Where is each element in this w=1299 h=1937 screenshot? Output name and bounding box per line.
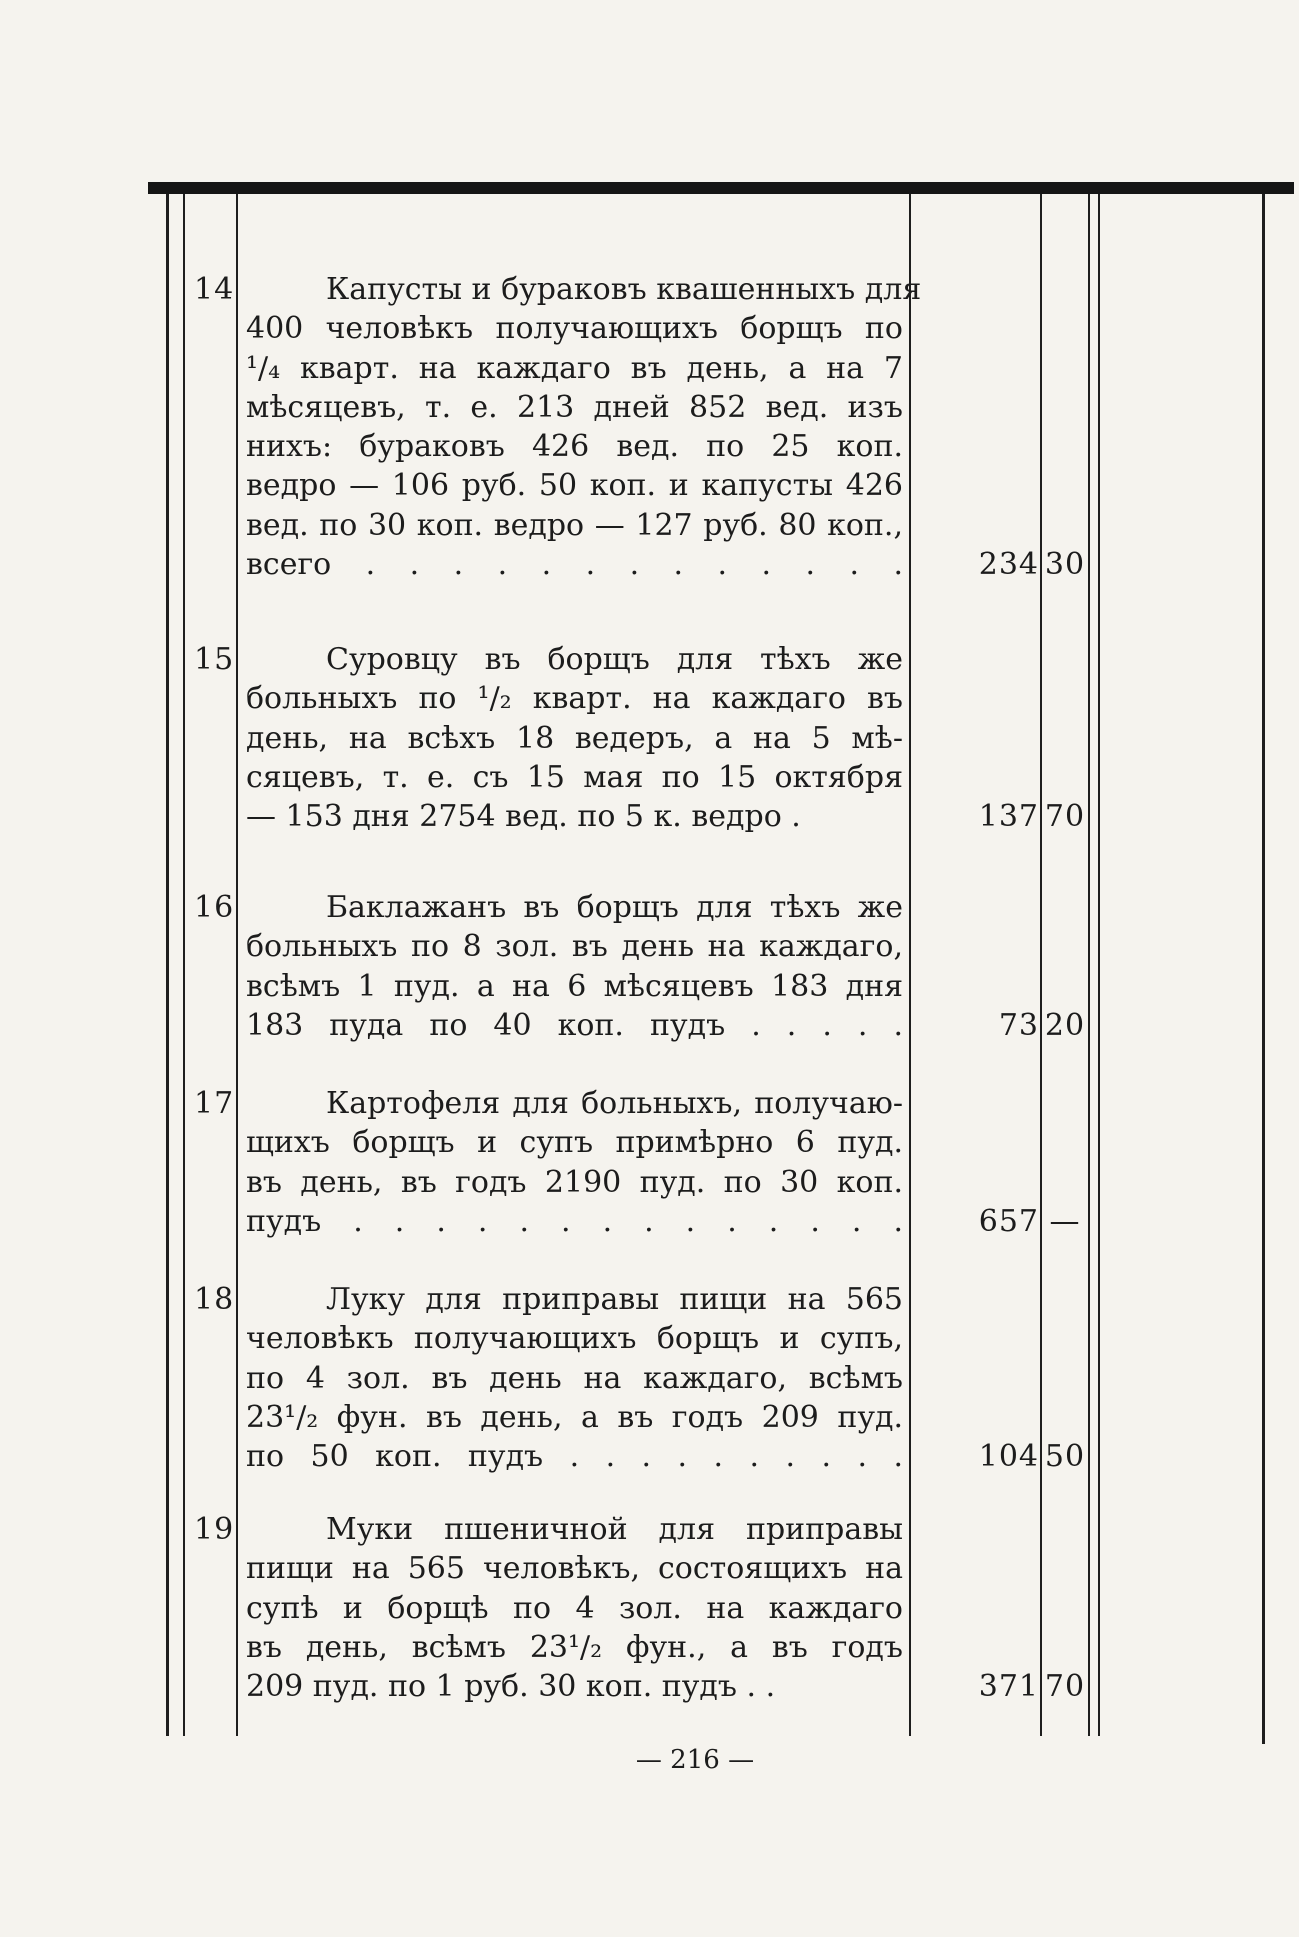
description-line: щихъ борщъ и супъ примѣрно 6 пуд. — [246, 1125, 903, 1161]
description-line: Картофеля для больныхъ, получаю- — [326, 1086, 903, 1121]
page-number: — 216 — — [635, 1745, 755, 1775]
description-line: ведро — 106 руб. 50 коп. и капусты 426 — [246, 468, 903, 504]
kopecks-amount: 70 — [1044, 1669, 1086, 1704]
kopecks-column-line — [1088, 194, 1090, 1736]
description-line: больныхъ по 8 зол. въ день на каждаго, — [246, 929, 903, 965]
rubles-amount: 73 — [998, 1008, 1039, 1043]
description-line: по 4 зол. въ день на каждаго, всѣмъ — [246, 1360, 903, 1396]
kopecks-amount: 20 — [1044, 1008, 1086, 1043]
description-column-line — [909, 194, 911, 1736]
description-line: всѣмъ 1 пуд. а на 6 мѣсяцевъ 183 дня — [246, 968, 903, 1004]
left-border-line-inner — [183, 194, 185, 1736]
description-line: пудъ . . . . . . . . . . . . . . — [246, 1203, 903, 1239]
description-line: Баклажанъ въ борщъ для тѣхъ же — [326, 890, 903, 925]
description-line: мѣсяцевъ, т. е. 213 дней 852 вед. изъ — [246, 389, 903, 425]
rubles-amount: 137 — [978, 799, 1039, 834]
description-line: ¹/₄ кварт. на каждаго въ день, а на 7 — [246, 350, 903, 386]
number-column-line — [236, 194, 238, 1736]
top-rule — [148, 182, 1294, 194]
entry-number: 17 — [194, 1086, 235, 1121]
description-line: Луку для приправы пищи на 565 — [326, 1282, 903, 1317]
description-line: Капусты и бураковъ квашенныхъ для — [326, 272, 922, 307]
entry-description — [246, 270, 922, 584]
kopecks-amount: 30 — [1044, 547, 1086, 582]
kopecks-amount: 70 — [1044, 799, 1086, 834]
kopecks-amount: 50 — [1044, 1439, 1086, 1474]
rubles-amount: 234 — [978, 547, 1039, 582]
entry-description — [246, 1510, 903, 1706]
left-border-line — [166, 194, 169, 1736]
description-line: день, на всѣхъ 18 ведеръ, а на 5 мѣ- — [246, 720, 903, 756]
entry-description — [246, 888, 903, 1045]
description-line: супѣ и борщѣ по 4 зол. на каждаго — [246, 1590, 903, 1626]
rubles-column-line — [1040, 194, 1042, 1736]
description-line: Муки пшеничной для приправы — [326, 1512, 903, 1547]
far-right-border-line — [1262, 194, 1265, 1744]
description-line: вед. по 30 коп. ведро — 127 руб. 80 коп., — [246, 507, 903, 543]
description-line: 209 пуд. по 1 руб. 30 коп. пудъ . . — [246, 1669, 776, 1705]
description-line: по 50 коп. пудъ . . . . . . . . . . — [246, 1439, 903, 1475]
rubles-amount: 371 — [978, 1669, 1039, 1704]
entry-number: 18 — [194, 1282, 235, 1317]
rubles-amount: 104 — [978, 1439, 1039, 1474]
kopecks-amount: — — [1049, 1204, 1081, 1239]
description-line: человѣкъ получающихъ борщъ и супъ, — [246, 1321, 903, 1357]
description-line: нихъ: бураковъ 426 вед. по 25 коп. — [246, 429, 903, 465]
description-line: всего . . . . . . . . . . . . . — [246, 547, 903, 583]
entry-number: 19 — [194, 1512, 235, 1547]
rubles-amount: 657 — [978, 1204, 1039, 1239]
entry-description — [246, 1084, 903, 1241]
entry-number: 16 — [194, 890, 235, 925]
description-line: 183 пуда по 40 коп. пудъ . . . . . — [246, 1007, 903, 1043]
description-line: въ день, всѣмъ 23¹/₂ фун., а въ годъ — [246, 1629, 903, 1665]
right-border-line — [1098, 194, 1100, 1736]
description-line: пищи на 565 человѣкъ, состоящихъ на — [246, 1551, 903, 1587]
description-line: 400 человѣкъ получающихъ борщъ по — [246, 311, 903, 347]
entry-number: 15 — [194, 642, 235, 677]
entry-description — [246, 1280, 903, 1476]
description-line: въ день, въ годъ 2190 пуд. по 30 коп. — [246, 1164, 903, 1200]
description-line: 23¹/₂ фун. въ день, а въ годъ 209 пуд. — [246, 1399, 903, 1435]
entry-number: 14 — [194, 272, 235, 307]
description-line: больныхъ по ¹/₂ кварт. на каждаго въ — [246, 681, 903, 717]
description-line: — 153 дня 2754 вед. по 5 к. ведро . — [246, 799, 801, 835]
entry-description — [246, 640, 903, 836]
description-line: Суровцу въ борщъ для тѣхъ же — [326, 642, 903, 677]
description-line: сяцевъ, т. е. съ 15 мая по 15 октября — [246, 759, 903, 795]
